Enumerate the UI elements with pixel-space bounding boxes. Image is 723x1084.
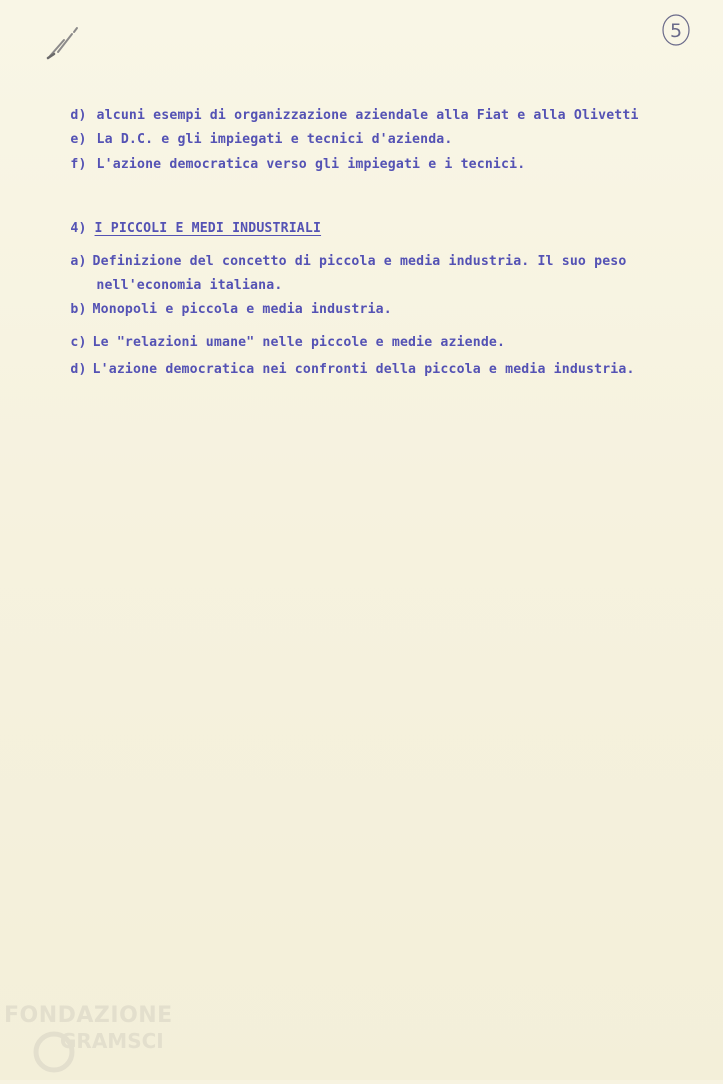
- svg-text:GRAMSCI: GRAMSCI: [60, 1029, 164, 1053]
- pencil-mark-icon: [44, 24, 84, 64]
- section-item-c: c) Le "relazioni umane" nelle piccole e medie aziende.: [70, 335, 506, 350]
- svg-text:5: 5: [669, 20, 683, 42]
- section-item-a-continuation: nell'economia italiana.: [96, 278, 283, 293]
- svg-text:FONDAZIONE: FONDAZIONE: [4, 1003, 173, 1028]
- section-item-b: b) Monopoli e piccola e media industria.: [70, 302, 392, 317]
- section-item-a: a) Definizione del concetto di piccola e media industria. Il suo peso: [70, 254, 627, 269]
- page-number-badge: [661, 12, 691, 48]
- section-item-d: d) L'azione democratica nei confronti della piccola e media industria.: [70, 362, 635, 377]
- list-item-d: d) alcuni esempi di organizzazione aziendale alla Fiat e alla Olivetti: [70, 108, 639, 123]
- watermark-logo: [4, 1000, 204, 1080]
- section-heading: 4) I PICCOLI E MEDI INDUSTRIALI: [70, 221, 322, 236]
- list-item-e: e) La D.C. e gli impiegati e tecnici d'azienda.: [70, 132, 453, 147]
- list-item-f: f) L'azione democratica verso gli impiegati e i tecnici.: [70, 157, 526, 172]
